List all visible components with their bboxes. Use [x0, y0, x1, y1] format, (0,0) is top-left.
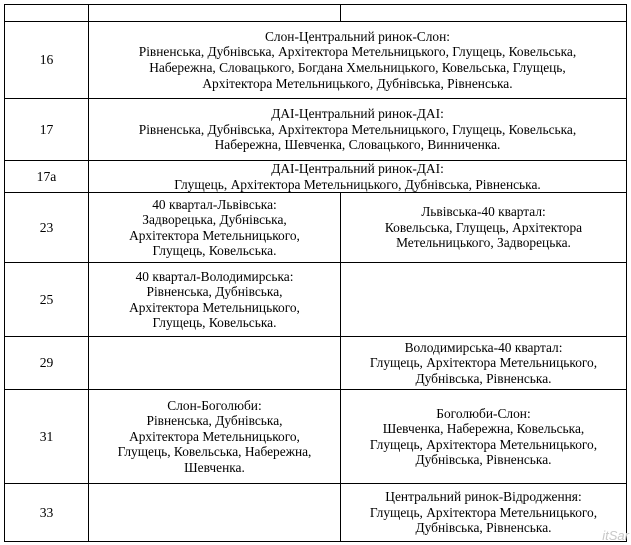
table-row: [5, 337, 627, 390]
route-streets-line: Метельницького, Задворецька.: [396, 235, 571, 251]
route-number: 25: [5, 263, 89, 337]
route-number: 31: [5, 390, 89, 484]
routes-table: [4, 4, 627, 542]
header-cell-forward: [89, 5, 341, 22]
route-streets-line: Шевченка, Набережна, Ковельська,: [382, 421, 585, 437]
route-streets-line: Дубнівська, Рівненська.: [415, 452, 552, 468]
table-row: [5, 22, 627, 99]
route-streets-line: Глущець, Архітектора Метельницького,: [369, 504, 598, 520]
route-streets-line: Задворецька, Дубнівська,: [142, 212, 287, 228]
route-streets-line: Рівненська, Дубнівська,: [146, 284, 283, 300]
route-return: [341, 263, 627, 337]
route-streets-line: Шевченка.: [184, 460, 245, 476]
route-streets-line: Глущець, Ковельська.: [152, 315, 277, 331]
route-return: [341, 337, 627, 390]
table-row: [5, 161, 627, 193]
route-title: Боголюби-Слон:: [436, 405, 531, 421]
route-forward: [89, 484, 341, 542]
route-title: Слон-Центральний ринок-Слон:: [264, 28, 450, 44]
route-title: Центральний ринок-Відродження:: [385, 489, 582, 505]
route-forward: [89, 193, 341, 263]
route-streets-line: Архітектора Метельницького,: [129, 428, 300, 444]
route-streets-line: Глущець, Ковельська.: [152, 243, 277, 259]
route-return: [341, 390, 627, 484]
route-title: ДАІ-Центральний ринок-ДАІ:: [271, 161, 444, 176]
route-streets-line: Архітектора Метельницького,: [129, 227, 300, 243]
route-description: [89, 99, 627, 161]
route-number: 23: [5, 193, 89, 263]
routes-table-body: [5, 5, 627, 542]
table-row: [5, 193, 627, 263]
route-description: [89, 22, 627, 99]
route-streets-line: Набережна, Шевченка, Словацького, Винниченка.: [214, 137, 501, 153]
route-title: Володимирська-40 квартал:: [404, 339, 563, 355]
route-streets-line: Рівненська, Дубнівська, Архітектора Метельницького, Глущець, Ковельська,: [138, 121, 577, 137]
route-number: 17: [5, 99, 89, 161]
route-streets-line: Рівненська, Дубнівська, Архітектора Метельницького, Глущець, Ковельська,: [138, 44, 577, 60]
route-streets-line: Глущець, Архітектора Метельницького, Дубнівська, Рівненська.: [174, 176, 541, 192]
route-number: 17а: [5, 161, 89, 193]
route-number: 16: [5, 22, 89, 99]
route-title: Слон-Боголюби:: [167, 397, 262, 413]
route-streets-line: Архітектора Метельницького, Дубнівська, Рівненська.: [202, 75, 513, 91]
route-description: [89, 161, 627, 193]
route-streets-line: Глущець, Архітектора Метельницького,: [369, 355, 598, 371]
route-streets-line: Рівненська, Дубнівська,: [146, 413, 283, 429]
route-streets-line: Дубнівська, Рівненська.: [415, 520, 552, 536]
route-streets-line: Архітектора Метельницького,: [129, 299, 300, 315]
route-streets-line: Глущець, Ковельська, Набережна,: [117, 444, 312, 460]
route-title: 40 квартал-Володимирська:: [135, 268, 294, 284]
route-forward: [89, 390, 341, 484]
table-row: [5, 263, 627, 337]
header-cell-return: [341, 5, 627, 22]
header-row: [5, 5, 627, 22]
table-row: [5, 484, 627, 542]
table-row: [5, 99, 627, 161]
route-number: 29: [5, 337, 89, 390]
route-streets-line: Дубнівська, Рівненська.: [415, 370, 552, 386]
route-streets-line: Набережна, Словацького, Богдана Хмельницького, Ковельська, Глущець,: [149, 60, 566, 75]
route-return: [341, 193, 627, 263]
route-streets-line: Глущець, Архітектора Метельницького,: [369, 436, 598, 452]
route-forward: [89, 337, 341, 390]
route-forward: [89, 263, 341, 337]
header-cell-number: [5, 5, 89, 22]
route-streets-line: Ковельська, Глущець, Архітектора: [384, 219, 583, 235]
route-title: Львівська-40 квартал:: [421, 204, 546, 220]
watermark: itSar: [602, 528, 629, 543]
route-title: ДАІ-Центральний ринок-ДАІ:: [271, 106, 444, 122]
table-row: [5, 390, 627, 484]
route-return: [341, 484, 627, 542]
route-number: 33: [5, 484, 89, 542]
route-title: 40 квартал-Львівська:: [152, 196, 277, 212]
